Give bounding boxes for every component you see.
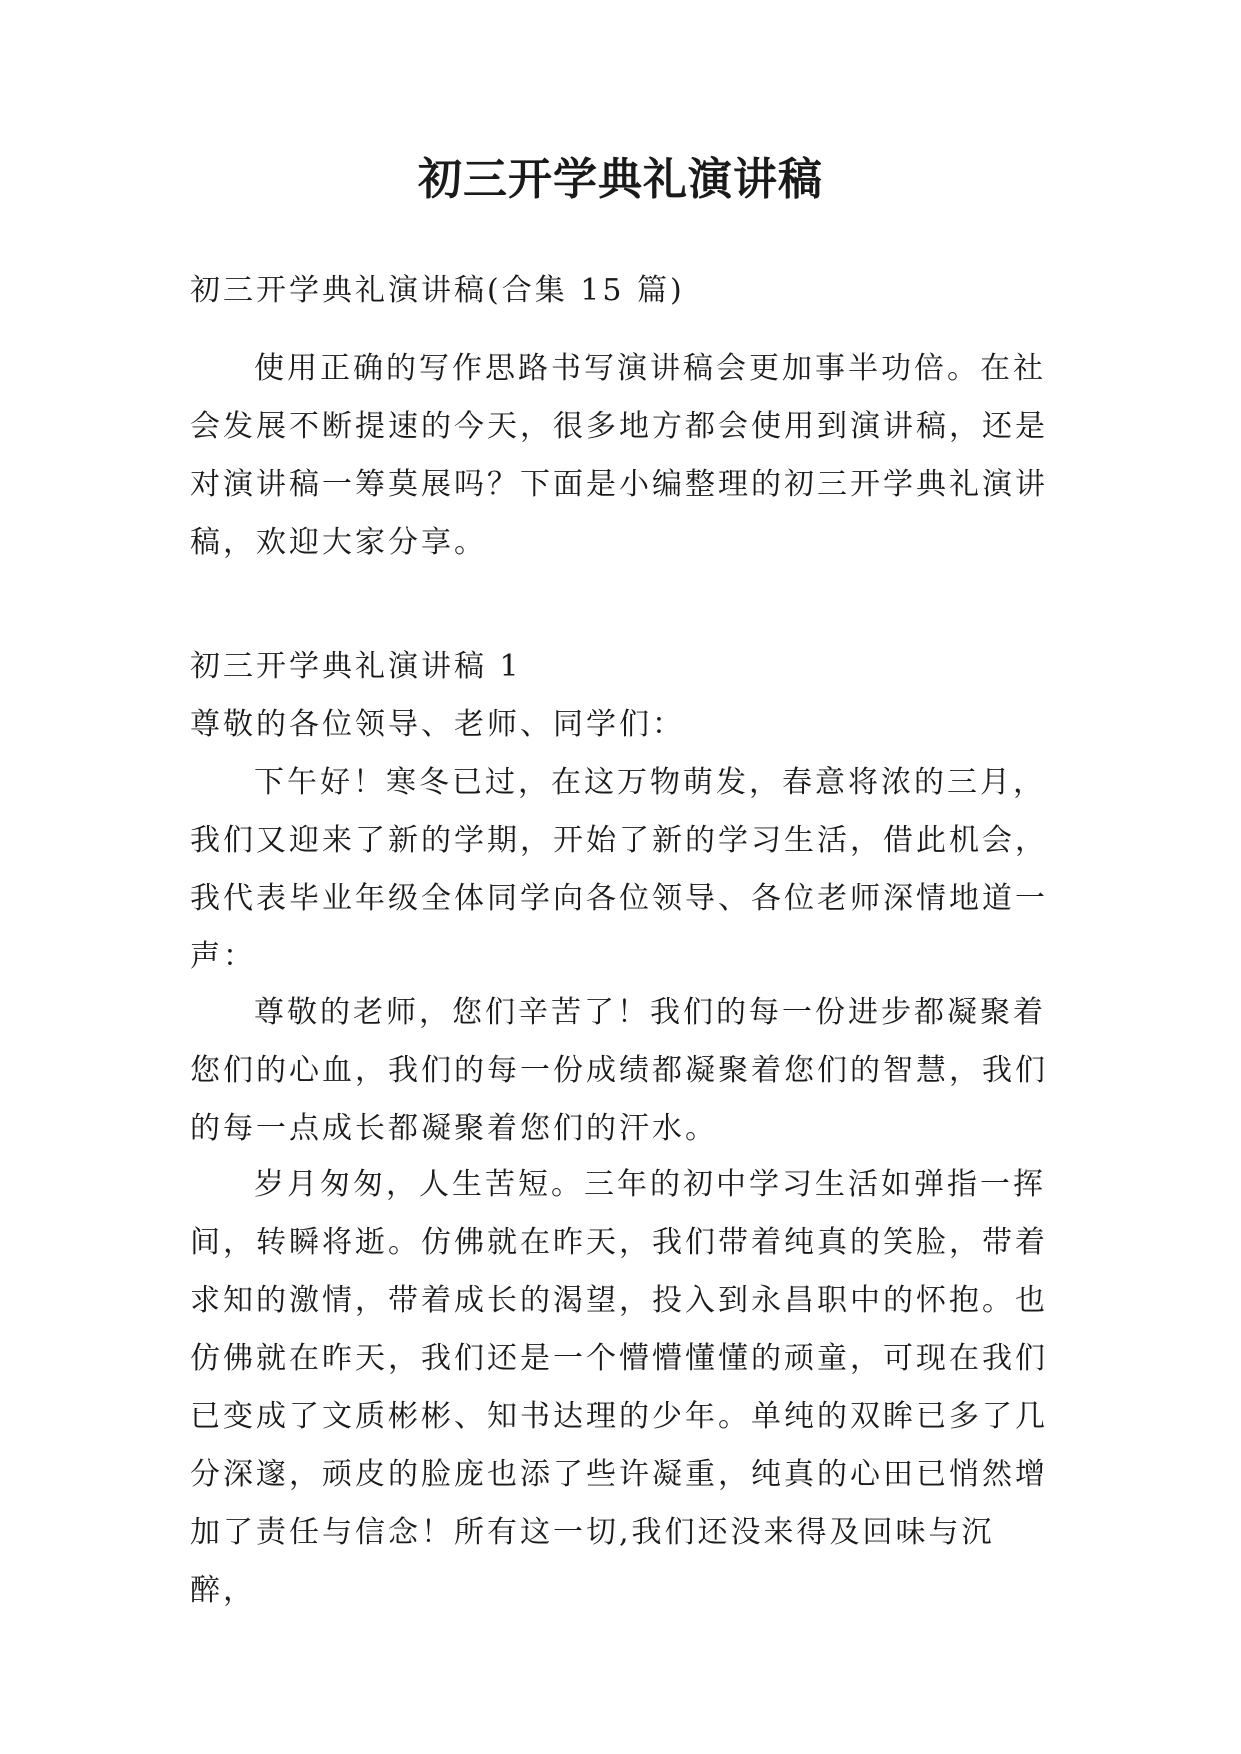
section-heading: 初三开学典礼演讲稿 1 xyxy=(190,649,522,684)
body-paragraph: 岁月匆匆，人生苦短。三年的初中学习生活如弹指一挥间，转瞬将逝。仿佛就在昨天，我们带着纯真的笑脸，带着求知的激情，带着成长的渴望，投入到永昌职中的怀抱。也仿佛就在昨天，我们还是一个懵懵懂懂的顽童，可现在我们已变成了文质彬彬、知书达理的少年。单纯的双眸已多了几分深邃，顽皮的脸庞也添了些许凝重，纯真的心田已悄然增加了责任与信念！所有这一切,我们还没来得及回味与沉醉， xyxy=(190,1167,1048,1608)
document-subtitle: 初三开学典礼演讲稿(合集 15 篇) xyxy=(190,273,685,308)
salutation: 尊敬的各位领导、老师、同学们： xyxy=(190,707,685,742)
intro-paragraph: 使用正确的写作思路书写演讲稿会更加事半功倍。在社会发展不断提速的今天，很多地方都会使用到演讲稿，还是对演讲稿一筹莫展吗？下面是小编整理的初三开学典礼演讲稿，欢迎大家分享。 xyxy=(190,351,1048,560)
body-paragraph: 下午好！寒冬已过，在这万物萌发，春意将浓的三月，我们又迎来了新的学期，开始了新的学习生活，借此机会，我代表毕业年级全体同学向各位领导、各位老师深情地道一声： xyxy=(190,765,1048,974)
body-paragraph: 尊敬的老师，您们辛苦了！我们的每一份进步都凝聚着您们的心血，我们的每一份成绩都凝聚着您们的智慧，我们的每一点成长都凝聚着您们的汗水。 xyxy=(190,995,1048,1146)
document-title: 初三开学典礼演讲稿 xyxy=(418,154,823,205)
